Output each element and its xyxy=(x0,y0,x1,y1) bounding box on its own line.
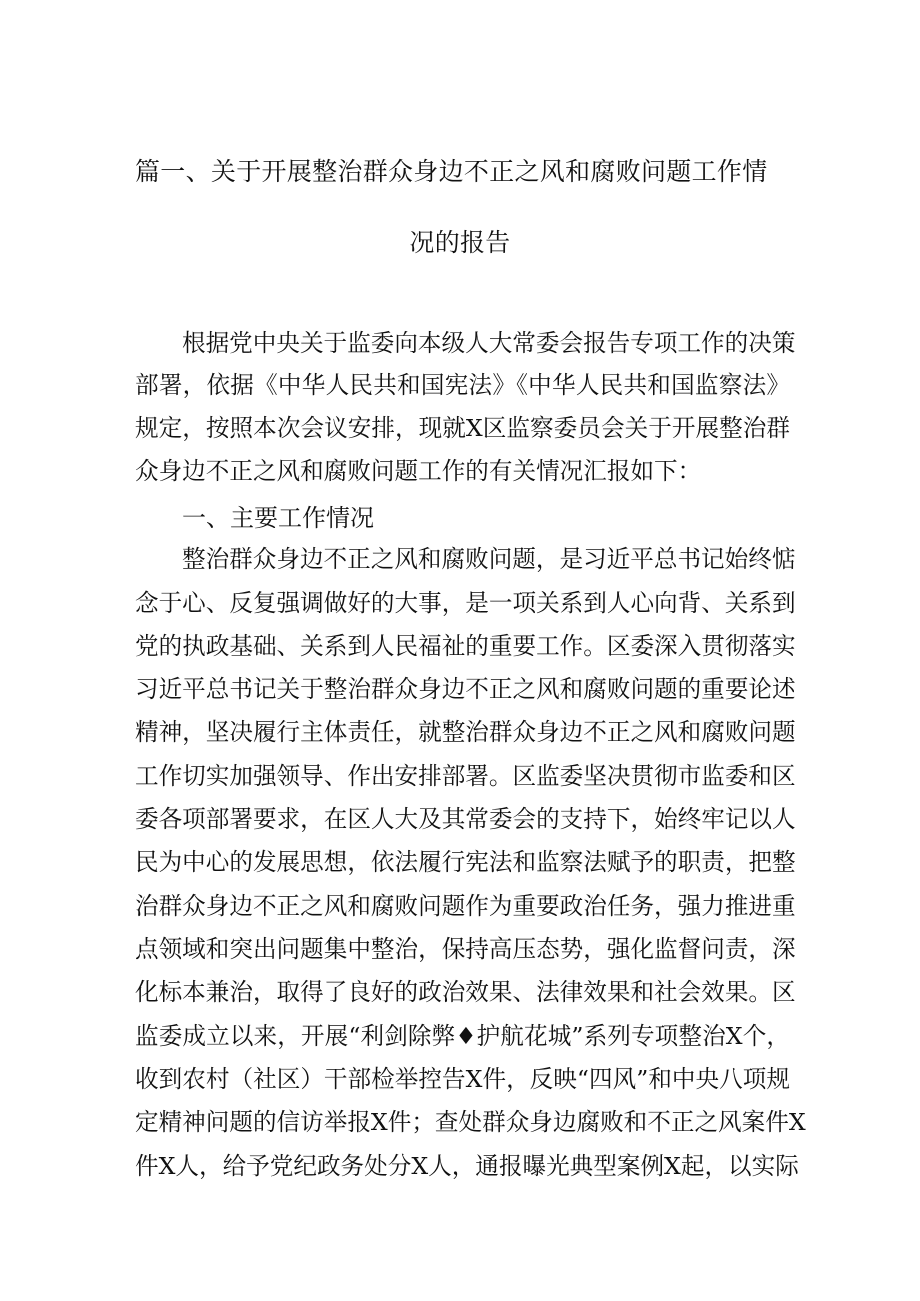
section-paragraph-line: 精神，坚决履行主体责任，就整治群众身边不正之风和腐败问题 xyxy=(135,718,796,746)
intro-paragraph-line: 众身边不正之风和腐败问题工作的有关情况汇报如下： xyxy=(135,457,702,485)
section-paragraph-line: 党的执政基础、关系到人民福祉的重要工作。区委深入贯彻落实 xyxy=(135,632,796,660)
section-paragraph-line: 监委成立以来，开展“利剑除弊♦护航花城”系列专项整治X个， xyxy=(135,1022,790,1050)
section-paragraph-line: 民为中心的发展思想，依法履行宪法和监察法赋予的职责，把整 xyxy=(135,848,796,876)
intro-paragraph-line: 规定，按照本次会议安排，现就X区监察委员会关于开展整治群 xyxy=(135,414,790,442)
section-paragraph-line: 委各项部署要求，在区人大及其常委会的支持下，始终牢记以人 xyxy=(135,805,796,833)
section-paragraph-line: 收到农村（社区）干部检举控告X件，反映“四风”和中央八项规 xyxy=(135,1065,790,1093)
section-paragraph-line: 整治群众身边不正之风和腐败问题，是习近平总书记始终惦 xyxy=(182,545,796,573)
section-heading: 一、主要工作情况 xyxy=(182,504,374,532)
section-paragraph-line: 治群众身边不正之风和腐败问题作为重要政治任务，强力推进重 xyxy=(135,892,796,920)
section-paragraph-line: 定精神问题的信访举报X件；查处群众身边腐败和不正之风案件X xyxy=(135,1108,806,1136)
document-title-line-1: 篇一、关于开展整治群众身边不正之风和腐败问题工作情 xyxy=(135,157,768,186)
section-paragraph-line: 念于心、反复强调做好的大事，是一项关系到人心向背、关系到 xyxy=(135,589,796,617)
section-paragraph-line: 点领域和突出问题集中整治，保持高压态势，强化监督问责，深 xyxy=(135,935,796,963)
intro-paragraph-line: 根据党中央关于监委向本级人大常委会报告专项工作的决策 xyxy=(182,329,796,357)
intro-paragraph-line: 部署，依据《中华人民共和国宪法》《中华人民共和国监察法》 xyxy=(135,371,790,399)
section-paragraph-line: 工作切实加强领导、作出安排部署。区监委坚决贯彻市监委和区 xyxy=(135,762,796,790)
section-paragraph-line: 习近平总书记关于整治群众身边不正之风和腐败问题的重要论述 xyxy=(135,675,796,703)
section-paragraph-line: 化标本兼治，取得了良好的政治效果、法律效果和社会效果。区 xyxy=(135,978,796,1006)
section-paragraph-line: 件X人，给予党纪政务处分X人，通报曝光典型案例X起，以实际 xyxy=(135,1152,799,1180)
document-title-line-2: 况的报告 xyxy=(409,228,511,257)
